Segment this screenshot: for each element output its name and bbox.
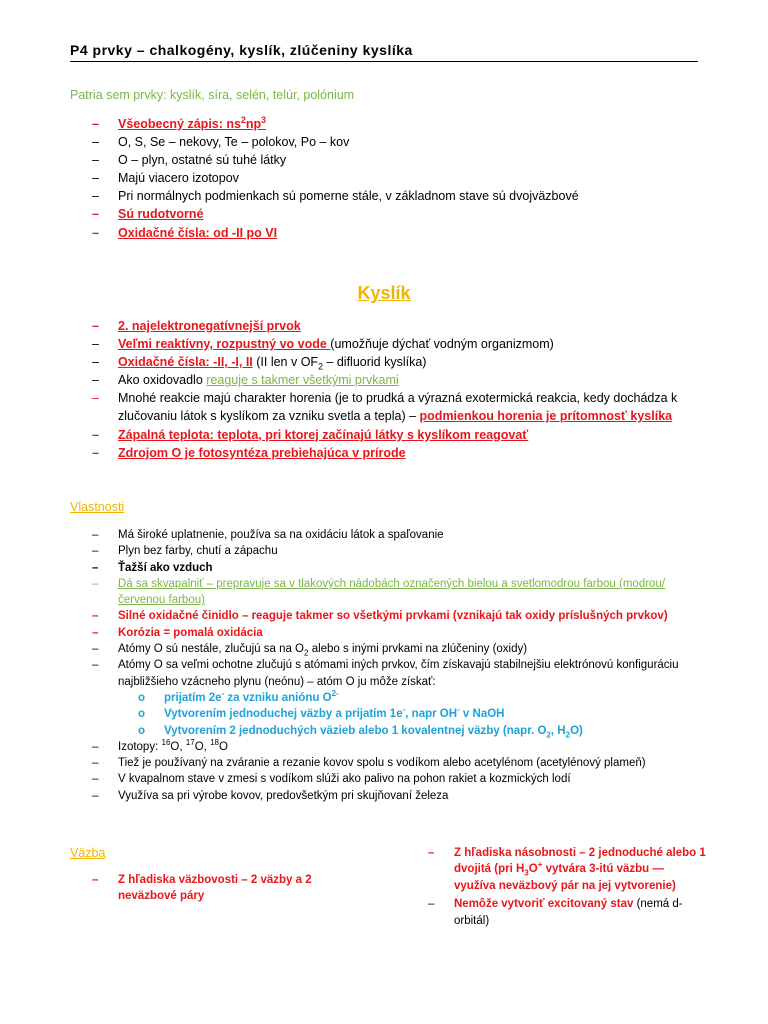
list-item: – Tiež je používaný na zváranie a rezanie kovov spolu s vodíkom alebo acetylénom (acetylénový plameň)	[92, 757, 646, 770]
list-item: – Izotopy: $^{16}$O, $^{17}$O, $^{18}$O	[92, 738, 228, 753]
list-item: – Majú viacero izotopov	[92, 171, 239, 186]
list-item: – Zápalná teplota: teplota, pri ktorej začínajú látky s kyslíkom reagovať	[92, 427, 529, 442]
list-item: – Dá sa skvapalniť – prepravuje sa v tlakových nádobách označených bielou a svetlomodrou farbou (modrou/červenou farbou)	[92, 577, 666, 607]
list-item: – Z hľadiska väzbovosti – 2 väzby a 2 neväzbové páry	[92, 874, 312, 903]
list-item: – Z hľadiska násobnosti – 2 jednoduché alebo 1 dvojitá (pri $H_3O^+$ vytvára 3-itú väzbu — využíva neväzbový pár na jej vytvorenie)	[428, 847, 706, 892]
list-item: – Atómy O sú nestále, zlučujú sa na $O_2$ alebo s inými prvkami na zlúčeniny (oxidy)	[92, 643, 528, 658]
list-item: – Všeobecný zápis: $ns^2np^3$	[92, 114, 266, 131]
sub-list-item: o prijatím 2e- za vzniku aniónu $O^{2-}$	[138, 689, 339, 704]
list-item: – V kvapalnom stave v zmesi s vodíkom slúži ako palivo na pohon rakiet a kozmických lodí	[92, 773, 571, 786]
sub-list-item: o Vytvorením jednoduchej väzby a prijatím 1e-, napr OH- v NaOH	[138, 705, 505, 721]
list-item: – 2. najelektronegatívnejší prvok	[92, 319, 301, 333]
list-item: – O, S, Se – nekovy, Te – polokov, Po – kov	[92, 135, 350, 150]
list-item: – Oxidačné čísla: od -II po VI	[92, 225, 278, 240]
list-item: – Ťažší ako vzduch	[92, 561, 213, 574]
vazba-left-list	[92, 872, 332, 905]
list-item: – Atómy O sa veľmi ochotne zlučujú s atómami iných prvkov, čím získavajú stabilnejšiu elektrónovú konfiguráciu najbližšieho vzácneho plynu (neónu) – atóm O ju môže získať: o prijatím 2e- za vzniku aniónu $O^{2-}$ o Vytvorením jednoduchej väzby a prijatím 1e-, napr OH- v NaOH o Vytvorením 2 jednoduchých väzieb alebo 1 kovalentnej väzby (napr. $O_2$, $H_2O$)	[92, 657, 702, 738]
list-item: – Sú rudotvorné	[92, 207, 204, 222]
list-item: – Plyn bez farby, chutí a zápachu	[92, 545, 278, 558]
intro-line: Patria sem prvky: kyslík, síra, selén, telúr, polónium	[70, 88, 355, 102]
list-item: – Oxidačné čísla: -II, -I, II (II len v $OF_2$ – difluorid kyslíka)	[92, 355, 427, 372]
list-item: – Nemôže vytvoriť excitovaný stav (nemá d-orbitál)	[428, 898, 683, 927]
kyslik-list	[92, 317, 692, 462]
page-title: P4 prvky – chalkogény, kyslík, zlúčeniny kyslíka	[70, 42, 698, 62]
list-item: – Veľmi reaktívny, rozpustný vo vode (umožňuje dýchať vodným organizmom)	[92, 337, 554, 352]
general-list	[92, 115, 712, 242]
sub-list-item: o Vytvorením 2 jednoduchých väzieb alebo 1 kovalentnej väzby (napr. $O_2$, $H_2O$)	[138, 724, 583, 739]
list-item: – Silné oxidačné činidlo – reaguje takmer so všetkými prvkami (vznikajú tak oxidy príslušných prvkov)	[92, 610, 668, 623]
list-item: – Ako oxidovadlo reaguje s takmer všetkými prvkami	[92, 373, 399, 388]
section-heading-kyslik: Kyslík	[357, 283, 411, 303]
list-item: – Zdrojom O je fotosyntéza prebiehajúca v prírode	[92, 445, 406, 460]
list-item: – Mnohé reakcie majú charakter horenia (je to prudká a výrazná exotermická reakcia, kedy dochádza k zlučovaniu látok s kyslíkom za vzniku svetla a tepla) – podmienkou horenia je prítomnosť kyslíka	[92, 391, 678, 424]
section-heading-vazba: Väzba	[70, 846, 106, 860]
section-heading-vlastnosti: Vlastnosti	[70, 500, 125, 514]
list-item: – O – plyn, ostatné sú tuhé látky	[92, 153, 287, 168]
list-item: – Pri normálnych podmienkach sú pomerne stále, v základnom stave sú dvojväzbové	[92, 189, 579, 204]
vlastnosti-list	[92, 527, 702, 804]
list-item: – Korózia = pomalá oxidácia	[92, 626, 263, 639]
vazba-right-list	[428, 845, 708, 929]
list-item: – Má široké uplatnenie, používa sa na oxidáciu látok a spaľovanie	[92, 529, 444, 541]
list-item: – Využíva sa pri výrobe kovov, predovšetkým pri skujňovaní železa	[92, 789, 449, 802]
sub-list	[138, 690, 722, 739]
